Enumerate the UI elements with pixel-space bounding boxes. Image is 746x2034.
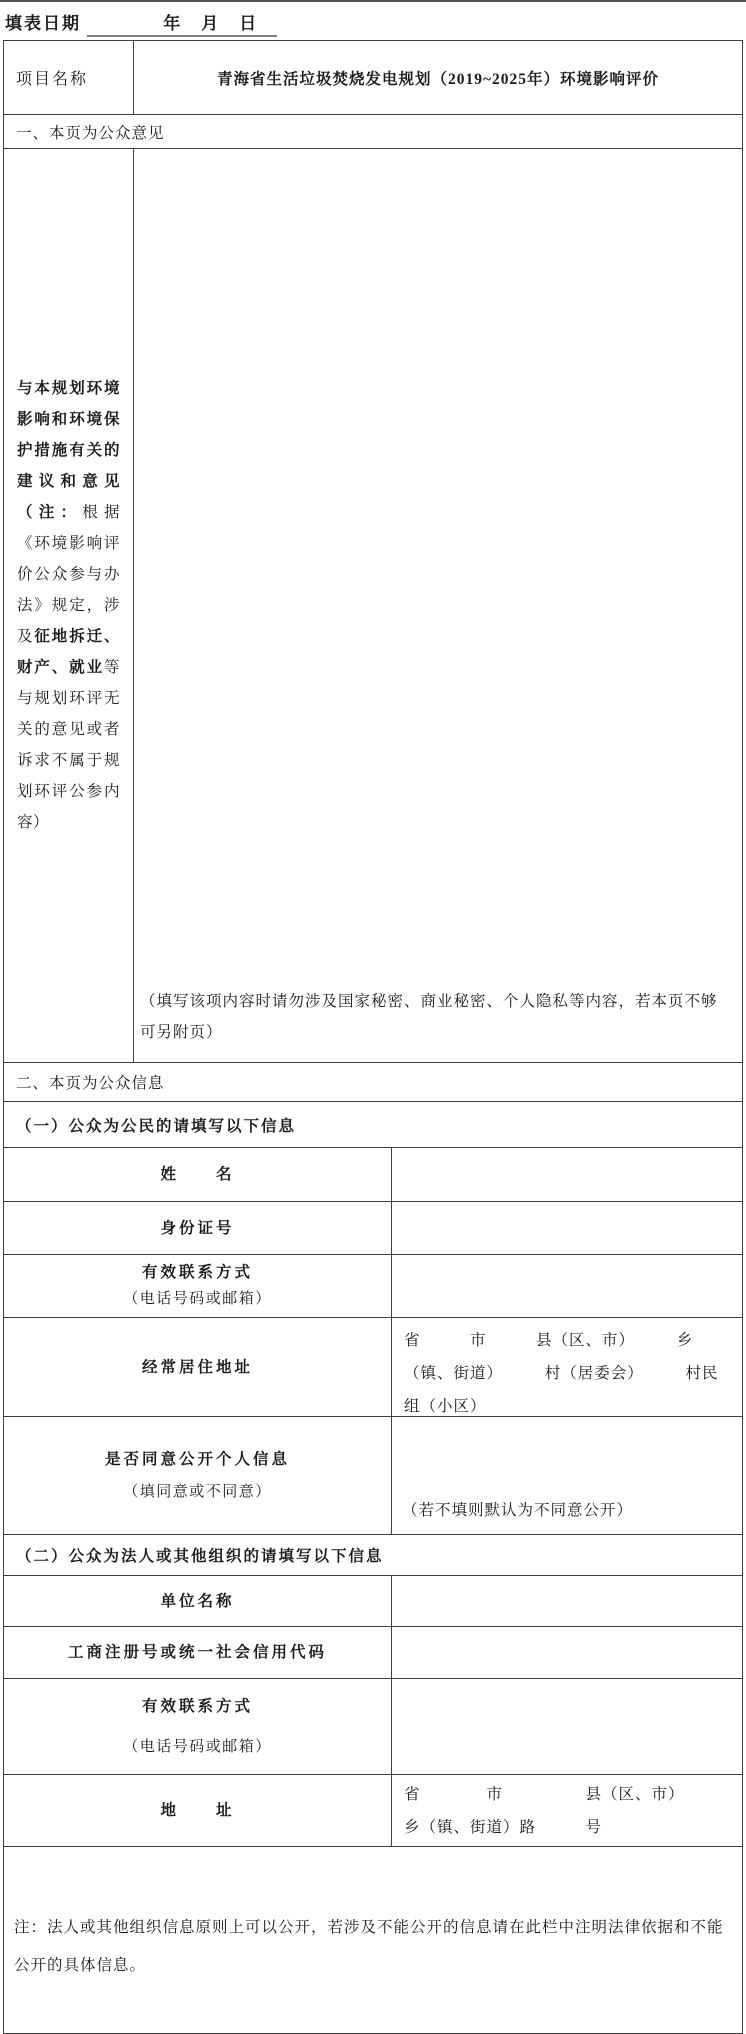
- opinion-label-cell: [4, 149, 134, 1062]
- legal-contact-row: [4, 1678, 742, 1774]
- id-number-row: [4, 1201, 742, 1254]
- project-name-label: 项目名称: [16, 71, 89, 88]
- legal-subsection-heading-row: [4, 1534, 742, 1575]
- id-number-value-cell: [392, 1202, 742, 1254]
- name-label: 姓 名: [160, 1166, 235, 1183]
- opinion-entry-cell: [134, 149, 742, 1062]
- residence-address-label: 经常居住地址: [141, 1358, 253, 1376]
- section1-heading-row: [4, 114, 742, 148]
- legal-address-label: 地 址: [160, 1802, 235, 1819]
- footer-note-row: [4, 1846, 742, 2033]
- footer-note-cell: [4, 1847, 742, 2033]
- opinion-content-note: （填写该项内容时请勿涉及国家秘密、商业秘密、个人隐私等内容，若本页不够可另附页）: [140, 993, 718, 1041]
- legal-contact-value-cell: [392, 1679, 742, 1774]
- section2-heading-cell: [4, 1063, 742, 1101]
- citizen-subsection-heading: （一）公众为公民的请填写以下信息: [16, 1117, 297, 1135]
- name-value-cell: [392, 1148, 742, 1201]
- org-name-value-cell: [392, 1576, 742, 1626]
- form-date-blank-fields: 年 月 日: [87, 14, 277, 37]
- legal-contact-label-cell: [4, 1679, 392, 1774]
- registration-code-label: 工商注册号或统一社会信用代码: [67, 1644, 327, 1661]
- opinion-segment-4: 等与规划环评无关的意见或者诉求不属于规划环评公参内容）: [17, 659, 120, 831]
- legal-address-row: [4, 1774, 742, 1846]
- consent-sublabel: （填同意或不同意）: [123, 1483, 272, 1500]
- consent-row: [4, 1416, 742, 1534]
- form-date-line: [0, 2, 746, 40]
- legal-contact-label: 有效联系方式: [141, 1697, 253, 1715]
- residence-address-row: [4, 1317, 742, 1416]
- residence-address-label-cell: [4, 1318, 392, 1416]
- section2-heading: 二、本页为公众信息: [16, 1075, 165, 1092]
- consent-label-cell: [4, 1417, 392, 1534]
- opinion-label-text: [4, 373, 133, 838]
- registration-code-row: [4, 1626, 742, 1678]
- section2-heading-row: [4, 1062, 742, 1101]
- section1-heading-cell: [4, 115, 742, 148]
- opinion-segment-3: 征地拆迁、财产、就业: [17, 628, 120, 676]
- id-number-label-cell: [4, 1202, 392, 1254]
- org-name-label: 单位名称: [160, 1592, 235, 1610]
- residence-address-template: 省 市 县（区、市） 乡（镇、街道） 村（居委会） 村民组（小区）: [404, 1332, 719, 1415]
- consent-value-cell: [392, 1417, 742, 1534]
- form-table: [3, 40, 743, 2034]
- citizen-subsection-heading-cell: [4, 1102, 742, 1147]
- legal-address-value-cell: [392, 1775, 742, 1846]
- project-name-label-cell: [4, 41, 134, 114]
- citizen-contact-sublabel: （电话号码或邮箱）: [123, 1291, 272, 1307]
- consent-default-note: （若不填则默认为不同意公开）: [402, 1502, 634, 1519]
- org-name-row: [4, 1575, 742, 1626]
- citizen-contact-label: 有效联系方式: [141, 1264, 253, 1281]
- opinion-segment-2: 根据《环境影响评价公众参与办法》规定，涉及: [17, 504, 120, 645]
- org-name-label-cell: [4, 1576, 392, 1626]
- consent-label: 是否同意公开个人信息: [104, 1450, 290, 1468]
- citizen-contact-value-cell: [392, 1255, 742, 1317]
- project-title: 青海省生活垃圾焚烧发电规划（2019~2025年）环境影响评价: [216, 70, 660, 88]
- legal-address-label-cell: [4, 1775, 392, 1846]
- name-row: [4, 1147, 742, 1201]
- citizen-contact-row: [4, 1254, 742, 1317]
- legal-subsection-heading: （二）公众为法人或其他组织的请填写以下信息: [16, 1548, 384, 1565]
- legal-subsection-heading-cell: [4, 1535, 742, 1575]
- opinion-segment-1: 与本规划环境影响和环境保护措施有关的建议和意见（注：: [17, 380, 120, 521]
- citizen-subsection-heading-row: [4, 1101, 742, 1147]
- citizen-contact-label-cell: [4, 1255, 392, 1317]
- form-date-label: 填表日期: [5, 14, 81, 33]
- project-name-row: [4, 41, 742, 114]
- registration-code-label-cell: [4, 1627, 392, 1678]
- name-label-cell: [4, 1148, 392, 1201]
- project-name-value-cell: [134, 41, 742, 114]
- residence-address-value-cell: [392, 1318, 742, 1416]
- id-number-label: 身份证号: [160, 1219, 235, 1237]
- legal-contact-sublabel: （电话号码或邮箱）: [123, 1738, 272, 1755]
- registration-code-value-cell: [392, 1627, 742, 1678]
- section1-heading: 一、本页为公众意见: [16, 124, 165, 142]
- opinion-row: [4, 148, 742, 1062]
- legal-address-template: 省 市 县（区、市） 乡（镇、街道）路 号: [404, 1785, 727, 1836]
- footer-note-text: 注：法人或其他组织信息原则上可以公开，若涉及不能公开的信息请在此栏中注明法律依据和不能公开的具体信息。: [14, 1919, 724, 1974]
